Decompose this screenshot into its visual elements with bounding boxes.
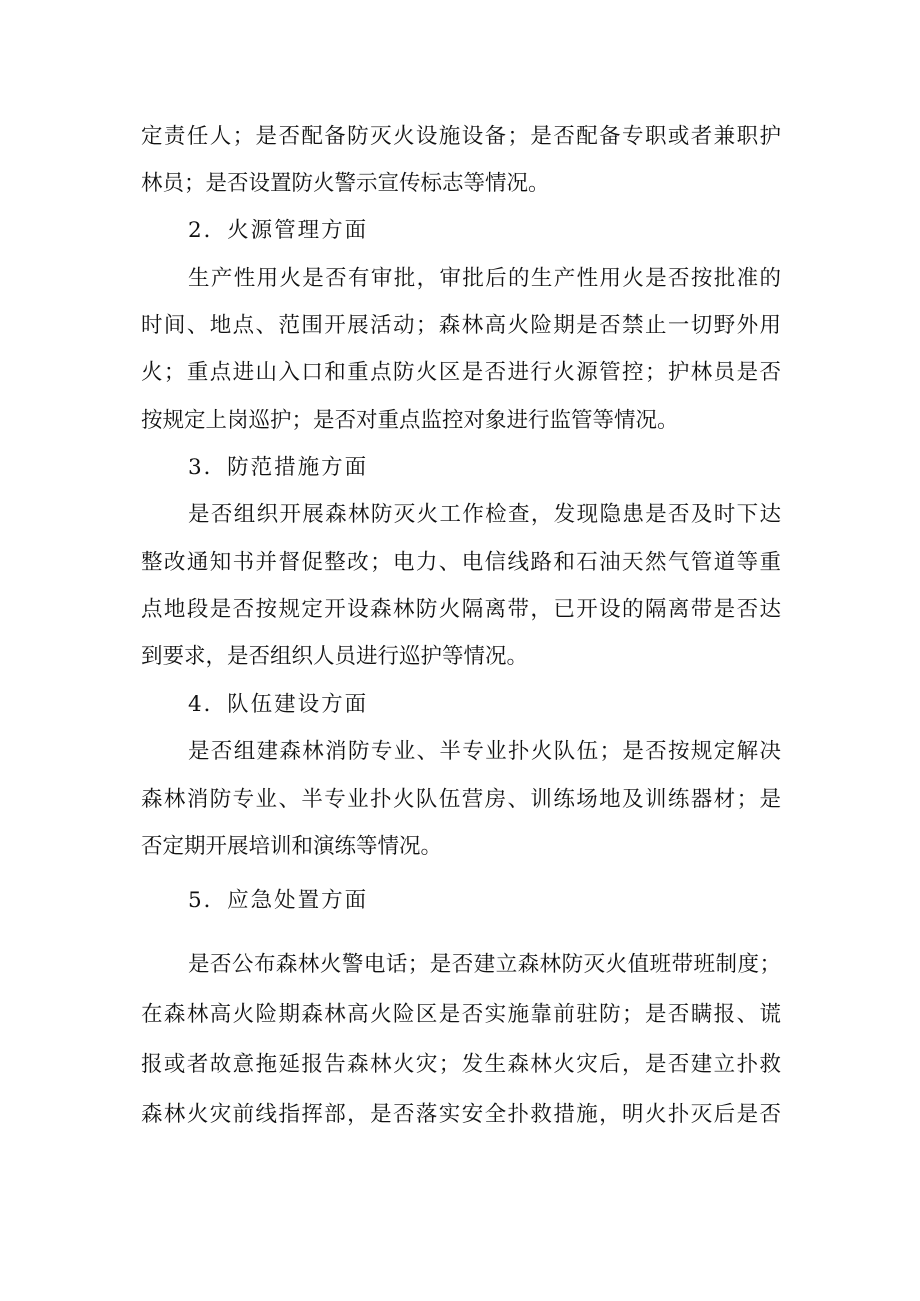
section-heading-prevention: 3．防范措施方面 <box>188 455 369 480</box>
paragraph-line: 生产性用火是否有审批，审批后的生产性用火是否按批准的 <box>188 266 781 291</box>
paragraph-line: 是否组建森林消防专业、半专业扑火队伍；是否按规定解决 <box>188 739 781 764</box>
paragraph-line: 时间、地点、范围开展活动；森林高火险期是否禁止一切野外用 <box>141 313 781 338</box>
paragraph-line: 否定期开展培训和演练等情况。 <box>141 834 443 859</box>
paragraph-line: 林员；是否设置防火警示宣传标志等情况。 <box>141 171 550 196</box>
paragraph-line: 火；重点进山入口和重点防火区是否进行火源管控；护林员是否 <box>141 360 781 385</box>
section-heading-fire-source: 2．火源管理方面 <box>188 218 369 243</box>
paragraph-line: 到要求，是否组织人员进行巡护等情况。 <box>141 644 529 669</box>
section-heading-team-building: 4．队伍建设方面 <box>188 692 369 717</box>
paragraph-line: 按规定上岗巡护；是否对重点监控对象进行监管等情况。 <box>141 408 679 433</box>
paragraph-line: 整改通知书并督促整改；电力、电信线路和石油天然气管道等重 <box>141 550 781 575</box>
paragraph-line: 定责任人；是否配备防灭火设施设备；是否配备专职或者兼职护 <box>141 124 781 149</box>
paragraph-line: 报或者故意拖延报告森林火灾；发生森林火灾后，是否建立扑救 <box>141 1052 781 1077</box>
paragraph-line: 森林火灾前线指挥部，是否落实安全扑救措施，明火扑灭后是否 <box>141 1102 781 1127</box>
paragraph-line: 在森林高火险期森林高火险区是否实施靠前驻防；是否瞒报、谎 <box>141 1002 781 1027</box>
paragraph-line: 点地段是否按规定开设森林防火隔离带，已开设的隔离带是否达 <box>141 597 781 622</box>
paragraph-line: 森林消防专业、半专业扑火队伍营房、训练场地及训练器材；是 <box>141 787 781 812</box>
paragraph-line: 是否组织开展森林防灭火工作检查，发现隐患是否及时下达 <box>188 502 781 527</box>
section-heading-emergency: 5．应急处置方面 <box>188 888 369 913</box>
paragraph-line: 是否公布森林火警电话；是否建立森林防灭火值班带班制度； <box>188 952 781 977</box>
